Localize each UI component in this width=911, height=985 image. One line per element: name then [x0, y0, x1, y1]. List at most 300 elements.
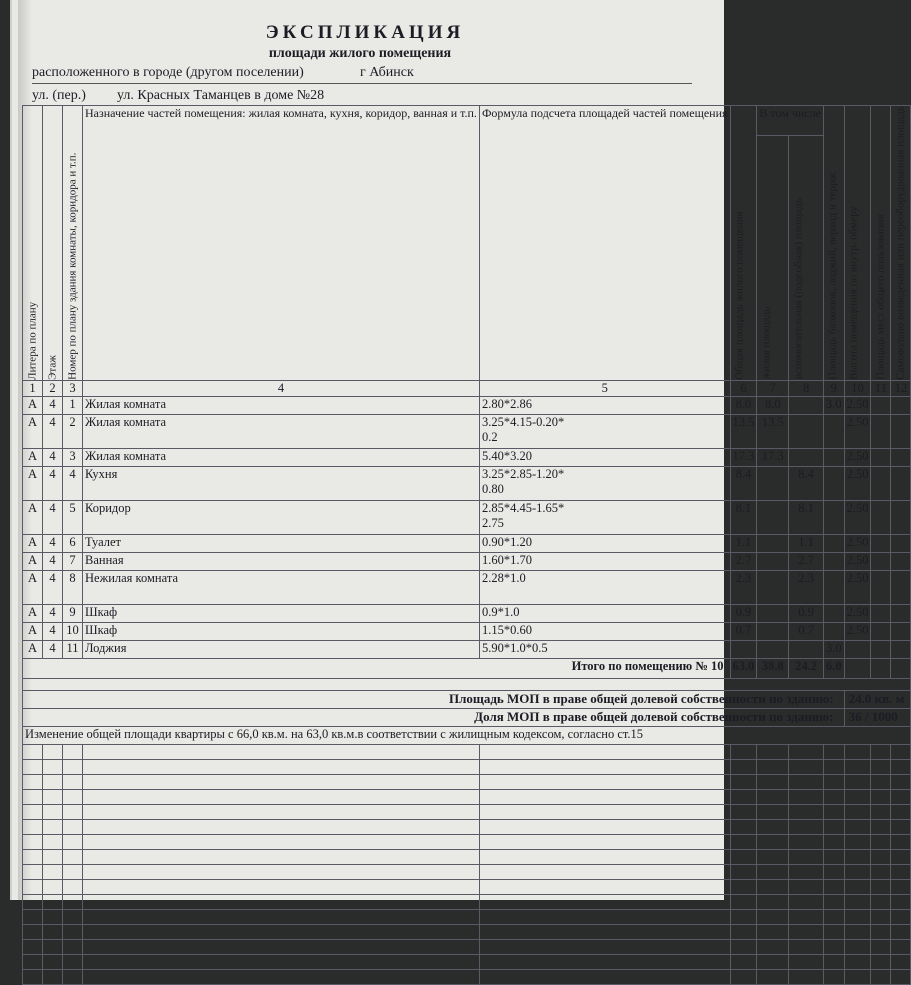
height-cell-text: 2.50 — [846, 448, 869, 463]
room-number-cell — [63, 534, 83, 552]
blank-cell — [789, 879, 824, 894]
blank-cell — [789, 804, 824, 819]
formula-cell — [479, 448, 730, 466]
blank-cell — [823, 774, 844, 789]
blank-cell — [479, 834, 730, 849]
blank-cell — [789, 939, 824, 954]
auxiliary-area-cell-text: 1.1 — [798, 534, 814, 549]
blank-cell — [63, 834, 83, 849]
living-area-cell — [757, 448, 789, 466]
blank-cell — [789, 789, 824, 804]
purpose-cell-text: Нежилая комната — [85, 570, 178, 585]
blank-cell — [730, 969, 757, 984]
blank-cell — [757, 879, 789, 894]
blank-cell — [23, 789, 43, 804]
blank-cell — [789, 924, 824, 939]
blank-cell — [757, 909, 789, 924]
table-row — [23, 622, 911, 640]
street-label: ул. (пер.) — [32, 88, 86, 103]
street-line — [32, 84, 692, 104]
formula-cell-text: 1.60*1.70 — [481, 552, 532, 567]
blank-cell — [823, 759, 844, 774]
purpose-cell — [83, 604, 480, 622]
blank-cell — [63, 744, 83, 759]
blank-cell — [891, 849, 911, 864]
header-auxiliary: вспомогательная (подсобная) площадь — [789, 135, 824, 380]
blank-row — [23, 804, 911, 819]
blank-cell — [23, 864, 43, 879]
auxiliary-area-cell-text: 0.7 — [798, 622, 814, 637]
blank-cell — [83, 924, 480, 939]
blank-cell — [871, 864, 891, 879]
auxiliary-area-cell — [789, 604, 824, 622]
blank-cell — [757, 894, 789, 909]
blank-cell — [871, 819, 891, 834]
blank-cell — [730, 759, 757, 774]
total-area-cell-text: 1.1 — [735, 534, 752, 549]
blank-cell — [757, 759, 789, 774]
blank-cell — [83, 894, 480, 909]
total-area-cell — [730, 552, 757, 570]
common-area-cell — [871, 604, 891, 622]
blank-cell — [63, 804, 83, 819]
floor-cell-text: 4 — [49, 552, 56, 567]
common-area-cell — [871, 500, 891, 534]
blank-cell — [891, 789, 911, 804]
formula-cell-text: 2.28*1.0 — [481, 570, 526, 585]
blank-cell — [844, 819, 871, 834]
floor-cell — [43, 640, 63, 658]
totals-balcony: 6.0 — [823, 658, 844, 678]
blank-cell — [83, 744, 480, 759]
doc-title: ЭКСПЛИКАЦИЯ — [265, 22, 465, 43]
unauthorized-cell — [891, 604, 911, 622]
blank-cell — [479, 879, 730, 894]
total-area-cell — [730, 448, 757, 466]
blank-cell — [83, 879, 480, 894]
mop-share-label: Доля МОП в праве общей долевой собственности по зданию: — [23, 708, 845, 726]
auxiliary-area-cell — [789, 622, 824, 640]
room-number-cell — [63, 414, 83, 448]
auxiliary-area-cell — [789, 448, 824, 466]
table-row — [23, 500, 911, 534]
header-including: В том числе — [757, 106, 824, 136]
blank-cell — [479, 939, 730, 954]
room-number-cell — [63, 552, 83, 570]
blank-cell — [789, 849, 824, 864]
unauthorized-cell — [891, 414, 911, 448]
balcony-area-cell — [823, 622, 844, 640]
blank-cell — [891, 954, 911, 969]
balcony-area-cell — [823, 414, 844, 448]
height-cell — [844, 534, 871, 552]
room-number-cell — [63, 622, 83, 640]
blank-row — [23, 819, 911, 834]
total-area-cell-text: 8.0 — [735, 396, 752, 411]
blank-cell — [479, 819, 730, 834]
common-area-cell — [871, 448, 891, 466]
blank-cell — [479, 864, 730, 879]
empty-cell — [891, 658, 911, 678]
floor-cell-text: 4 — [49, 466, 56, 481]
blank-cell — [43, 849, 63, 864]
common-area-cell — [871, 552, 891, 570]
floor-cell-text: 4 — [49, 640, 56, 655]
purpose-cell-text: Жилая комната — [85, 396, 166, 411]
formula-cell — [479, 534, 730, 552]
room-number-cell — [63, 640, 83, 658]
purpose-cell-text: Шкаф — [85, 604, 118, 619]
blank-cell — [23, 849, 43, 864]
blank-cell — [43, 759, 63, 774]
floor-cell — [43, 604, 63, 622]
auxiliary-area-cell-text: 8.4 — [798, 466, 814, 481]
blank-cell — [43, 774, 63, 789]
floor-cell — [43, 534, 63, 552]
height-cell — [844, 552, 871, 570]
height-cell-text: 2.50 — [846, 570, 869, 585]
table-row — [23, 448, 911, 466]
litera-cell-text: А — [27, 448, 38, 463]
blank-cell — [23, 879, 43, 894]
purpose-cell-text: Лоджия — [85, 640, 127, 655]
living-area-cell — [757, 640, 789, 658]
blank-cell — [43, 744, 63, 759]
totals-row — [23, 658, 911, 678]
totals-label: Итого по помещению № 10 — [23, 658, 731, 678]
header-common-area: Площадь мест общего пользования — [871, 106, 891, 381]
total-area-cell-text: 2.7 — [735, 552, 752, 567]
blank-row — [23, 774, 911, 789]
blank-cell — [871, 924, 891, 939]
blank-cell — [479, 804, 730, 819]
blank-cell — [730, 744, 757, 759]
purpose-cell — [83, 570, 480, 604]
balcony-area-cell — [823, 570, 844, 604]
room-number-cell-text: 10 — [66, 622, 79, 637]
blank-row — [23, 864, 911, 879]
total-area-cell-text: 8.1 — [735, 500, 752, 515]
blank-cell — [43, 894, 63, 909]
blank-row — [23, 834, 911, 849]
room-number-cell — [63, 448, 83, 466]
litera-cell-text: А — [27, 534, 38, 549]
unauthorized-cell — [891, 570, 911, 604]
blank-cell — [479, 849, 730, 864]
blank-cell — [844, 939, 871, 954]
blank-cell — [871, 759, 891, 774]
note-text: Изменение общей площади квартиры с 66,0 кв.м. на 63,0 кв.м.в соответствии с жилищным кодексом, согласно ст.15 — [23, 726, 911, 744]
purpose-cell-text: Ванная — [85, 552, 124, 567]
floor-cell — [43, 414, 63, 448]
blank-cell — [823, 909, 844, 924]
table-row — [23, 640, 911, 658]
explication-table — [22, 105, 911, 985]
blank-cell — [871, 789, 891, 804]
blank-cell — [43, 864, 63, 879]
blank-cell — [823, 789, 844, 804]
floor-cell-text: 4 — [49, 570, 56, 585]
blank-cell — [479, 969, 730, 984]
formula-cell-text: 0.90*1.20 — [481, 534, 532, 549]
floor-cell-text: 4 — [49, 622, 56, 637]
blank-cell — [844, 954, 871, 969]
height-cell — [844, 622, 871, 640]
common-area-cell — [871, 570, 891, 604]
formula-cell-text: 5.40*3.20 — [481, 448, 532, 463]
street-value: ул. Красных Таманцев в доме №28 — [117, 88, 325, 103]
blank-cell — [83, 774, 480, 789]
total-area-cell — [730, 570, 757, 604]
blank-cell — [789, 954, 824, 969]
blank-cell — [844, 969, 871, 984]
blank-cell — [83, 864, 480, 879]
height-cell — [844, 604, 871, 622]
blank-cell — [83, 849, 480, 864]
unauthorized-cell — [891, 466, 911, 500]
living-area-cell — [757, 534, 789, 552]
floor-cell — [43, 552, 63, 570]
blank-row — [23, 969, 911, 984]
blank-cell — [479, 759, 730, 774]
header-number: Номер по плану здания комнаты, коридора и т.п. — [63, 106, 83, 381]
blank-cell — [844, 849, 871, 864]
blank-cell — [43, 954, 63, 969]
formula-cell-continued: 0.2 — [481, 429, 498, 444]
col-num: 1 — [23, 380, 43, 396]
blank-cell — [63, 954, 83, 969]
blank-cell — [83, 819, 480, 834]
blank-cell — [479, 894, 730, 909]
auxiliary-area-cell — [789, 640, 824, 658]
blank-cell — [844, 804, 871, 819]
height-cell — [844, 396, 871, 414]
balcony-area-cell — [823, 500, 844, 534]
common-area-cell — [871, 622, 891, 640]
height-cell-text: 2.50 — [846, 622, 869, 637]
blank-cell — [891, 759, 911, 774]
blank-cell — [63, 774, 83, 789]
blank-cell — [479, 954, 730, 969]
blank-cell — [891, 969, 911, 984]
purpose-cell — [83, 534, 480, 552]
blank-cell — [823, 864, 844, 879]
litera-cell — [23, 552, 43, 570]
total-area-cell-text: 0.9 — [735, 604, 752, 619]
blank-cell — [730, 924, 757, 939]
mop-share-value: 36 / 1000 — [844, 708, 911, 726]
auxiliary-area-cell — [789, 552, 824, 570]
blank-cell — [730, 894, 757, 909]
height-cell — [844, 570, 871, 604]
blank-cell — [891, 774, 911, 789]
formula-cell-text: 1.15*0.60 — [481, 622, 532, 637]
blank-row — [23, 759, 911, 774]
col-num: 3 — [63, 380, 83, 396]
total-area-cell-text: 8.4 — [735, 466, 752, 481]
blank-cell — [730, 954, 757, 969]
blank-cell — [789, 864, 824, 879]
blank-cell — [789, 834, 824, 849]
purpose-cell — [83, 552, 480, 570]
blank-cell — [730, 864, 757, 879]
blank-cell — [43, 969, 63, 984]
blank-cell — [730, 804, 757, 819]
purpose-cell-text: Шкаф — [85, 622, 118, 637]
blank-cell — [891, 924, 911, 939]
litera-cell-text: А — [27, 500, 38, 515]
blank-row — [23, 789, 911, 804]
litera-cell — [23, 534, 43, 552]
blank-cell — [63, 939, 83, 954]
room-number-cell-text: 5 — [69, 500, 76, 515]
blank-cell — [871, 954, 891, 969]
height-cell-text: 2.50 — [846, 414, 869, 429]
header-purpose: Назначение частей помещения: жилая комната, кухня, коридор, ванная и т.п. — [83, 106, 480, 381]
totals-aux: 24.2 — [789, 658, 824, 678]
purpose-cell — [83, 448, 480, 466]
room-number-cell-text: 9 — [69, 604, 76, 619]
blank-cell — [871, 834, 891, 849]
blank-row — [23, 879, 911, 894]
blank-cell — [823, 744, 844, 759]
floor-cell — [43, 500, 63, 534]
litera-cell — [23, 414, 43, 448]
header-height: Высота помещения по внутр. обмеру — [844, 106, 871, 381]
purpose-cell-text: Туалет — [85, 534, 122, 549]
blank-cell — [83, 834, 480, 849]
col-num: 4 — [83, 380, 480, 396]
living-area-cell — [757, 570, 789, 604]
blank-cell — [844, 759, 871, 774]
blank-cell — [891, 819, 911, 834]
blank-cell — [43, 924, 63, 939]
room-number-cell — [63, 500, 83, 534]
mop-area-value: 24.0 кв. м — [844, 690, 911, 708]
auxiliary-area-cell-text: 8.1 — [798, 500, 814, 515]
litera-cell-text: А — [27, 640, 38, 655]
col-num: 10 — [844, 380, 871, 396]
table-row — [23, 570, 911, 604]
litera-cell-text: А — [27, 466, 38, 481]
col-num: 11 — [871, 380, 891, 396]
note-row — [23, 726, 911, 744]
blank-cell — [871, 849, 891, 864]
formula-cell-text: 5.90*1.0*0.5 — [481, 640, 548, 655]
purpose-cell-text: Кухня — [85, 466, 118, 481]
auxiliary-area-cell-text: 2.7 — [798, 552, 814, 567]
balcony-area-cell-text: 3.0 — [825, 396, 842, 411]
blank-cell — [823, 819, 844, 834]
height-cell-text: 2.50 — [846, 534, 869, 549]
common-area-cell — [871, 640, 891, 658]
blank-cell — [844, 774, 871, 789]
blank-cell — [871, 909, 891, 924]
col-num: 2 — [43, 380, 63, 396]
blank-cell — [730, 789, 757, 804]
auxiliary-area-cell — [789, 500, 824, 534]
blank-cell — [23, 819, 43, 834]
blank-cell — [83, 804, 480, 819]
blank-cell — [757, 849, 789, 864]
blank-cell — [789, 744, 824, 759]
litera-cell-text: А — [27, 552, 38, 567]
blank-cell — [43, 789, 63, 804]
auxiliary-area-cell — [789, 414, 824, 448]
height-cell-text: 2.50 — [846, 604, 869, 619]
auxiliary-area-cell — [789, 396, 824, 414]
total-area-cell — [730, 500, 757, 534]
unauthorized-cell — [891, 396, 911, 414]
blank-cell — [844, 834, 871, 849]
total-area-cell-text: 0.7 — [735, 622, 752, 637]
floor-cell-text: 4 — [49, 448, 56, 463]
location-line — [32, 63, 692, 84]
floor-cell — [43, 448, 63, 466]
total-area-cell — [730, 414, 757, 448]
blank-cell — [730, 849, 757, 864]
floor-cell — [43, 466, 63, 500]
spacer-row — [23, 678, 911, 690]
floor-cell-text: 4 — [49, 414, 56, 429]
blank-cell — [871, 894, 891, 909]
room-number-cell — [63, 570, 83, 604]
living-area-cell — [757, 552, 789, 570]
blank-cell — [730, 939, 757, 954]
col-num: 9 — [823, 380, 844, 396]
blank-cell — [823, 834, 844, 849]
total-area-cell — [730, 604, 757, 622]
blank-cell — [871, 804, 891, 819]
blank-cell — [730, 909, 757, 924]
blank-cell — [844, 924, 871, 939]
formula-cell-text: 2.85*4.45-1.65* — [481, 500, 565, 515]
blank-row — [23, 909, 911, 924]
blank-cell — [43, 804, 63, 819]
height-cell — [844, 448, 871, 466]
purpose-cell — [83, 396, 480, 414]
litera-cell-text: А — [27, 396, 38, 411]
total-area-cell — [730, 622, 757, 640]
blank-cell — [23, 969, 43, 984]
blank-cell — [83, 969, 480, 984]
blank-cell — [871, 744, 891, 759]
unauthorized-cell — [891, 622, 911, 640]
formula-cell — [479, 396, 730, 414]
litera-cell — [23, 466, 43, 500]
room-number-cell-text: 8 — [69, 570, 76, 585]
table-row — [23, 552, 911, 570]
col-num: 6 — [730, 380, 757, 396]
blank-cell — [479, 744, 730, 759]
living-area-cell — [757, 622, 789, 640]
doc-subtitle: площади жилого помещения — [268, 46, 452, 61]
blank-row — [23, 744, 911, 759]
blank-cell — [23, 744, 43, 759]
header-formula: Формула подсчета площадей частей помещения — [479, 106, 730, 381]
blank-cell — [844, 909, 871, 924]
totals-living: 38.8 — [757, 658, 789, 678]
formula-cell — [479, 622, 730, 640]
blank-row — [23, 894, 911, 909]
living-area-cell-text: 13.5 — [761, 414, 784, 429]
purpose-cell-text: Коридор — [85, 500, 131, 515]
purpose-cell — [83, 414, 480, 448]
blank-row — [23, 939, 911, 954]
height-cell — [844, 466, 871, 500]
purpose-cell — [83, 622, 480, 640]
blank-cell — [23, 894, 43, 909]
